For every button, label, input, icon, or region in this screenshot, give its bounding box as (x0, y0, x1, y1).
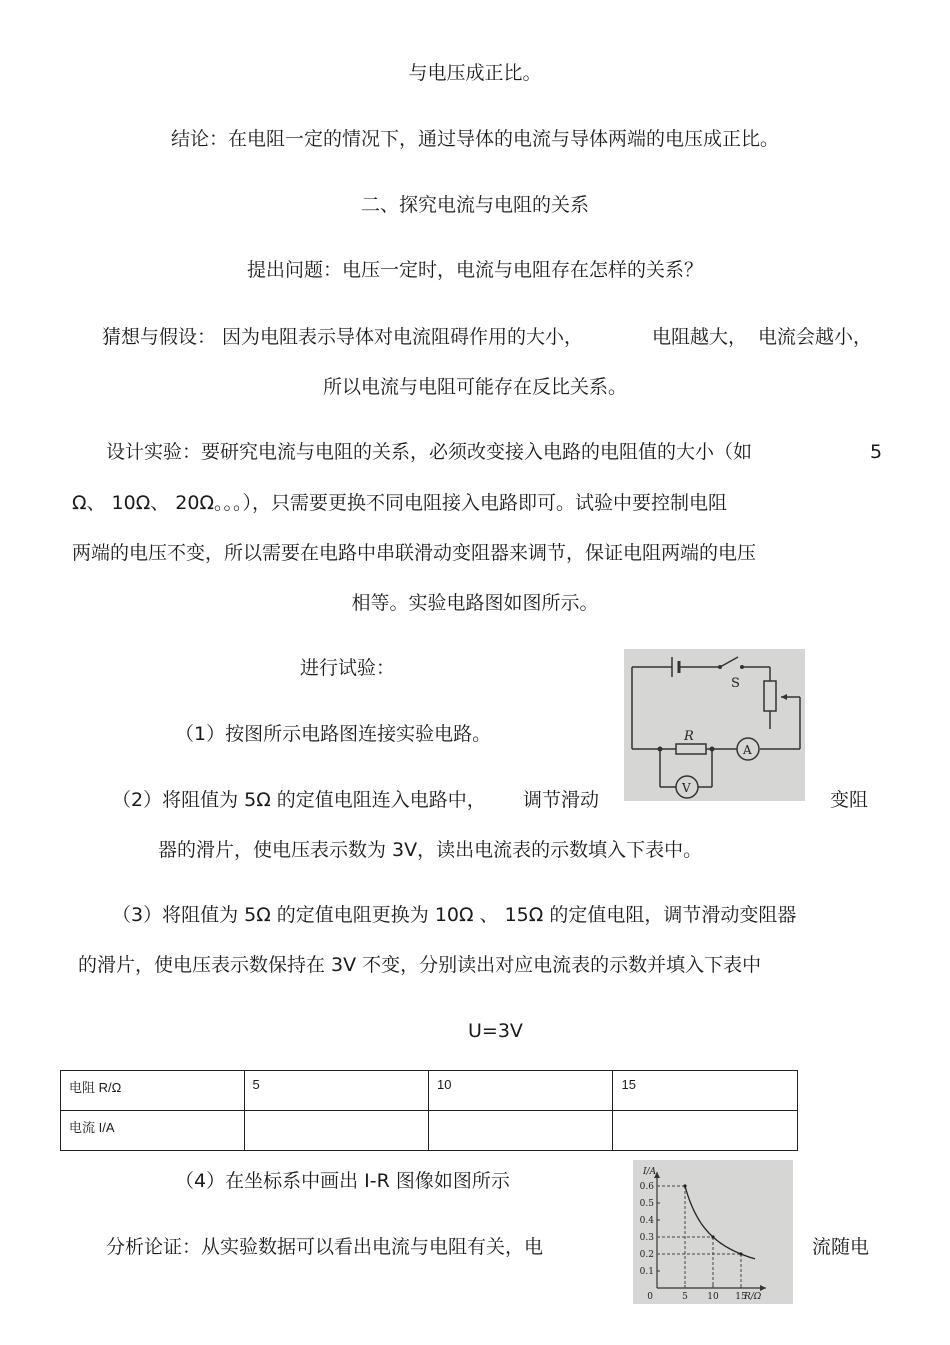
step-2-part-3: 变阻 (830, 789, 869, 811)
ammeter-label: A (743, 743, 752, 757)
table-cell: 电阻 R/Ω (61, 1071, 245, 1111)
x-axis-arrow-icon (760, 1285, 766, 1291)
y-tick-label: 0.2 (639, 1250, 654, 1260)
circuit-svg (624, 649, 805, 801)
table-row (61, 1071, 798, 1111)
voltage-caption: U=3V (468, 1020, 523, 1042)
table-cell: 5 (244, 1071, 428, 1111)
data-point (711, 1235, 714, 1238)
data-table (60, 1070, 798, 1151)
hypothesis-line-part-3: 电流会越小， (758, 326, 873, 348)
conclusion-line: 结论：在电阻一定的情况下，通过导体的电流与导体两端的电压成正比。 (170, 128, 779, 150)
table-cell (428, 1111, 613, 1151)
data-point (683, 1184, 686, 1187)
x-tick-label: 15 (735, 1292, 747, 1302)
text-line-1: 与电压成正比。 (408, 62, 542, 84)
step-2-line-2: 器的滑片，使电压表示数为 3V，读出电流表的示数填入下表中。 (158, 839, 703, 861)
resistor-label: R (684, 729, 694, 744)
step-1: （1）按图所示电路图连接实验电路。 (175, 723, 492, 745)
x-tick-label: 5 (682, 1292, 688, 1302)
table-cell: 电流 I/A (61, 1111, 245, 1151)
step-4: （4）在坐标系中画出 I-R 图像如图所示 (175, 1170, 510, 1192)
resistor-body (676, 744, 706, 754)
design-line-3: 两端的电压不变，所以需要在电路中串联滑动变阻器来调节，保证电阻两端的电压 (72, 542, 757, 564)
circuit-diagram (624, 649, 805, 801)
junction-dot (658, 747, 663, 752)
design-line-4: 相等。实验电路图如图所示。 (351, 592, 599, 614)
question-line: 提出问题：电压一定时，电流与电阻存在怎样的关系？ (246, 259, 703, 281)
design-line-1-end: 5 (870, 441, 883, 463)
table-cell: 15 (613, 1071, 798, 1111)
table-cell: 10 (428, 1071, 613, 1111)
switch-label: S (731, 676, 740, 691)
data-curve (685, 1186, 755, 1259)
step-2-part-2: 调节滑动 (523, 789, 600, 811)
hypothesis-line-part-2: 电阻越大， (652, 326, 748, 348)
design-line-2: Ω、 10Ω、 20Ω。。。），只需要更换不同电阻接入电路即可。试验中要控制电阻 (72, 492, 727, 514)
table-row (61, 1111, 798, 1151)
voltmeter-label: V (682, 781, 691, 795)
origin-label: 0 (647, 1292, 653, 1302)
table-cell (244, 1111, 428, 1151)
step-3-line-2: 的滑片，使电压表示数保持在 3V 不变，分别读出对应电流表的示数并填入下表中 (78, 954, 762, 976)
analysis-part-2: 流随电 (812, 1236, 870, 1258)
x-tick-label: 10 (707, 1292, 719, 1302)
switch-blade (720, 657, 738, 667)
ir-graph-svg (633, 1160, 793, 1304)
hypothesis-line-part-1: 猜想与假设： 因为电阻表示导体对电流阻碍作用的大小， (102, 326, 584, 348)
section-heading: 二、探究电流与电阻的关系 (360, 194, 589, 216)
design-line-1: 设计实验：要研究电流与电阻的关系，必须改变接入电路的电阻值的大小（如 (106, 441, 753, 463)
ir-graph (633, 1160, 793, 1304)
analysis-part-1: 分析论证：从实验数据可以看出电流与电阻有关，电 (106, 1236, 544, 1258)
step-2-part-1: （2）将阻值为 5Ω 的定值电阻连入电路中， (112, 789, 486, 811)
y-tick-label: 0.1 (639, 1267, 654, 1277)
slider-arrow-icon (781, 694, 787, 700)
y-tick-label: 0.4 (639, 1216, 654, 1226)
junction-dot (710, 747, 715, 752)
hypothesis-line-2: 所以电流与电阻可能存在反比关系。 (322, 376, 627, 398)
x-axis-label: R/Ω (744, 1292, 762, 1302)
y-tick-label: 0.3 (639, 1233, 654, 1243)
table-cell (613, 1111, 798, 1151)
y-tick-label: 0.5 (639, 1199, 654, 1209)
procedure-heading: 进行试验： (300, 657, 396, 679)
y-tick-label: 0.6 (639, 1182, 654, 1192)
data-point (739, 1252, 742, 1255)
y-axis-label: I/A (643, 1167, 657, 1177)
rheostat-body (764, 681, 776, 711)
step-3-line-1: （3）将阻值为 5Ω 的定值电阻更换为 10Ω 、 15Ω 的定值电阻，调节滑动变阻器 (112, 904, 797, 926)
